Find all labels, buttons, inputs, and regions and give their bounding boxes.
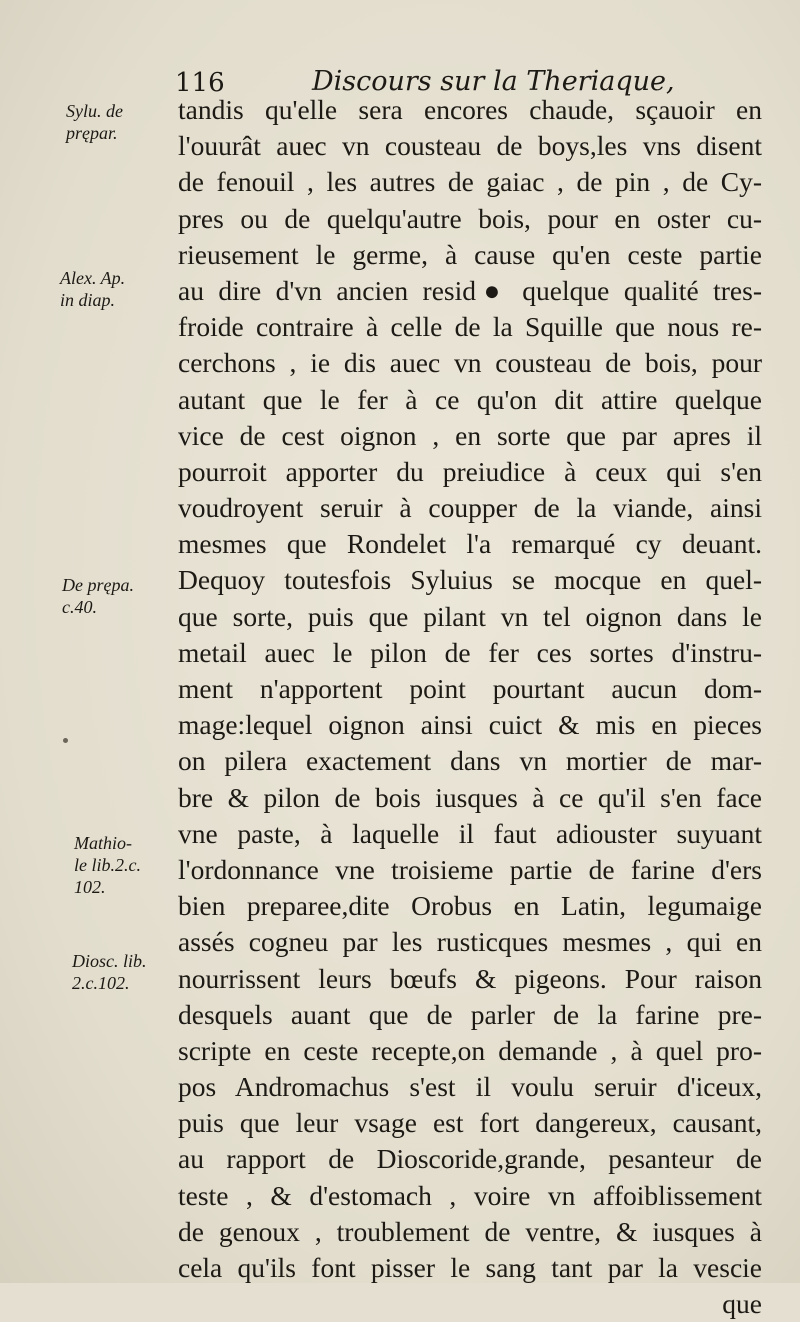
ink-speck bbox=[63, 738, 68, 743]
text-line: tandis qu'elle sera encores chaude, sçauoir en bbox=[178, 94, 762, 125]
text-line: metail auec le pilon de fer ces sortes d'instru- bbox=[178, 636, 762, 668]
text-line: l'ordonnance vne troisieme partie de farine d'ers bbox=[178, 853, 762, 885]
text-line: puis que leur vsage est fort dangereux, causant, bbox=[178, 1107, 762, 1139]
text-line: l'ouurât auec vn cousteau de boys,les vns disent bbox=[178, 130, 762, 162]
text-line: on pilera exactement dans vn mortier de mar- bbox=[178, 745, 762, 777]
margin-note: Mathio- le lib.2.c. 102. bbox=[74, 833, 141, 897]
text-line: de fenouil , les autres de gaiac , de pin , de Cy- bbox=[178, 166, 762, 198]
text-line: au rapport de Dioscoride,grande, pesanteur de bbox=[178, 1143, 762, 1175]
margin-note: Sylu. de prępar. bbox=[66, 101, 123, 143]
text-line: assés cogneu par les rusticques mesmes , qui en bbox=[178, 926, 762, 958]
text-line: nourrissent leurs bœufs & pigeons. Pour raison bbox=[178, 962, 762, 994]
text-line: desquels auant que de parler de la farine pre- bbox=[178, 998, 762, 1030]
text-line: mage:lequel oignon ainsi cuict & mis en pieces bbox=[178, 709, 762, 741]
margin-note: Diosc. lib. 2.c.102. bbox=[72, 951, 147, 993]
text-line: Dequoy toutesfois Syluius se mocque en quel- bbox=[178, 564, 762, 596]
catchword: que bbox=[722, 1288, 762, 1320]
text-line: que sorte, puis que pilant vn tel oignon dans le bbox=[178, 600, 762, 632]
text-line: pres ou de quelqu'autre bois, pour en oster cu- bbox=[178, 202, 762, 234]
text-line: au dire d'vn ancien resid● quelque qualité tres- bbox=[178, 274, 762, 306]
text-line: voudroyent seruir à coupper de la viande, ainsi bbox=[178, 492, 762, 524]
text-line: cerchons , ie dis auec vn cousteau de bois, pour bbox=[178, 347, 762, 379]
text-line: vne paste, à laquelle il faut adiouster suyuant bbox=[178, 817, 762, 849]
text-line: scripte en ceste recepte,on demande , à quel pro- bbox=[178, 1034, 762, 1066]
text-line: ment n'apportent point pourtant aucun dom- bbox=[178, 673, 762, 704]
text-line: autant que le fer à ce qu'on dit attire quelque bbox=[178, 383, 762, 415]
body-text bbox=[178, 92, 762, 1322]
margin-note: De prępa. c.40. bbox=[62, 575, 134, 617]
text-line: vice de cest oignon , en sorte que par apres il bbox=[178, 419, 762, 451]
text-line: teste , & d'estomach , voire vn affoiblissement bbox=[178, 1179, 762, 1211]
text-line: mesmes que Rondelet l'a remarqué cy deuant. bbox=[178, 528, 762, 560]
page-number: 116 bbox=[175, 68, 225, 98]
margin-note: Alex. Ap. in diap. bbox=[60, 268, 126, 310]
text-line: pourroit apporter du preiudice à ceux qui s'en bbox=[178, 455, 762, 487]
running-title: Discours sur la Theriaque, bbox=[312, 66, 675, 97]
text-line: pos Andromachus s'est il voulu seruir d'iceux, bbox=[178, 1071, 762, 1103]
text-line: de genoux , troublement de ventre, & iusques à bbox=[178, 1215, 762, 1247]
text-line: froide contraire à celle de la Squille que nous re- bbox=[178, 311, 762, 343]
text-line: rieusement le germe, à cause qu'en ceste partie bbox=[178, 238, 762, 270]
text-line: bre & pilon de bois iusques à ce qu'il s'en face bbox=[178, 781, 762, 813]
text-line: bien preparee,dite Orobus en Latin, legumaige bbox=[178, 890, 762, 922]
text-line: cela qu'ils font pisser le sang tant par la vescie bbox=[178, 1252, 762, 1283]
